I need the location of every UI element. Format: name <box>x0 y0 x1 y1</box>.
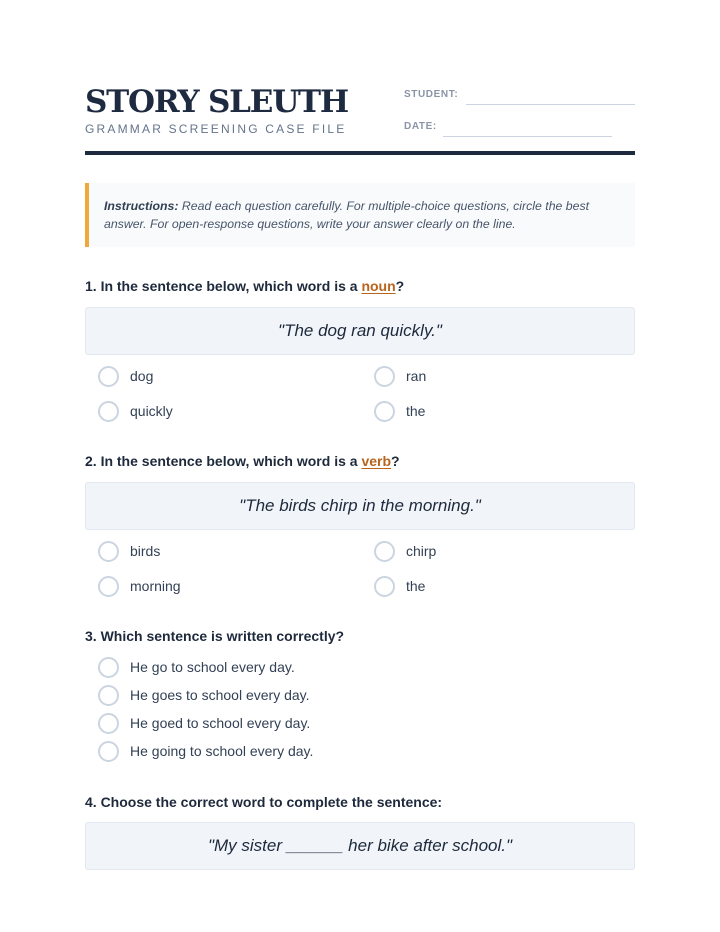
radio-circle[interactable] <box>374 401 395 422</box>
radio-circle[interactable] <box>98 576 119 597</box>
option-label: ran <box>406 368 427 384</box>
question-2-keyword: verb <box>361 453 392 469</box>
question-1-option-b[interactable] <box>374 364 426 388</box>
question-2-option-a[interactable] <box>98 539 160 563</box>
option-label: He going to school every day. <box>130 743 314 759</box>
question-3-option-b[interactable] <box>98 683 310 707</box>
question-2-option-d[interactable] <box>374 574 425 598</box>
question-2-option-c[interactable] <box>98 574 181 598</box>
question-1-suffix: ? <box>395 278 405 294</box>
option-label: the <box>406 578 426 594</box>
question-1-option-c[interactable] <box>98 399 173 423</box>
radio-circle[interactable] <box>98 741 119 762</box>
option-label: chirp <box>406 543 437 559</box>
radio-circle[interactable] <box>98 366 119 387</box>
student-label: STUDENT: <box>404 89 459 100</box>
question-1-keyword: noun <box>361 278 396 294</box>
question-4-title: 4. Choose the correct word to complete the sentence: <box>85 794 443 810</box>
question-1-option-a[interactable] <box>98 364 153 388</box>
question-1-title <box>85 278 404 294</box>
question-3-option-c[interactable] <box>98 711 310 735</box>
option-label: dog <box>130 368 154 384</box>
question-2-suffix: ? <box>391 453 400 469</box>
question-2-title <box>85 453 400 469</box>
date-line[interactable] <box>443 136 612 137</box>
question-2-sentence: "The birds chirp in the morning." <box>85 482 635 530</box>
question-1-option-d[interactable] <box>374 399 425 423</box>
option-label: morning <box>130 578 181 594</box>
question-1-sentence: "The dog ran quickly." <box>85 307 635 355</box>
question-3-option-a[interactable] <box>98 655 295 679</box>
question-1-prefix: 1. In the sentence below, which word is a <box>85 278 362 294</box>
student-name-line[interactable] <box>466 104 635 105</box>
radio-circle[interactable] <box>98 541 119 562</box>
question-3-option-d[interactable] <box>98 739 313 763</box>
question-4-sentence: "My sister ______ her bike after school." <box>85 822 635 870</box>
instructions-box <box>85 183 635 247</box>
option-label: He goes to school every day. <box>130 687 310 703</box>
page-title: STORY SLEUTH <box>85 84 348 120</box>
option-label: He goed to school every day. <box>130 715 311 731</box>
question-2-prefix: 2. In the sentence below, which word is a <box>85 453 362 469</box>
option-label: birds <box>130 543 161 559</box>
radio-circle[interactable] <box>374 541 395 562</box>
radio-circle[interactable] <box>98 401 119 422</box>
radio-circle[interactable] <box>98 685 119 706</box>
radio-circle[interactable] <box>98 657 119 678</box>
radio-circle[interactable] <box>374 576 395 597</box>
radio-circle[interactable] <box>374 366 395 387</box>
page-subtitle: GRAMMAR SCREENING CASE FILE <box>85 122 347 136</box>
instructions-text: Read each question carefully. For multiple-choice questions, circle the best answer. For open-response questions, write your answer clearly on the line. <box>104 199 590 231</box>
date-label: DATE: <box>404 121 437 132</box>
option-label: quickly <box>130 403 173 419</box>
instructions-lead: Instructions: <box>104 199 179 213</box>
radio-circle[interactable] <box>98 713 119 734</box>
question-3-title: 3. Which sentence is written correctly? <box>85 628 345 644</box>
option-label: the <box>406 403 426 419</box>
option-label: He go to school every day. <box>130 659 295 675</box>
question-2-option-b[interactable] <box>374 539 436 563</box>
header-divider <box>85 151 635 155</box>
header <box>85 84 635 156</box>
